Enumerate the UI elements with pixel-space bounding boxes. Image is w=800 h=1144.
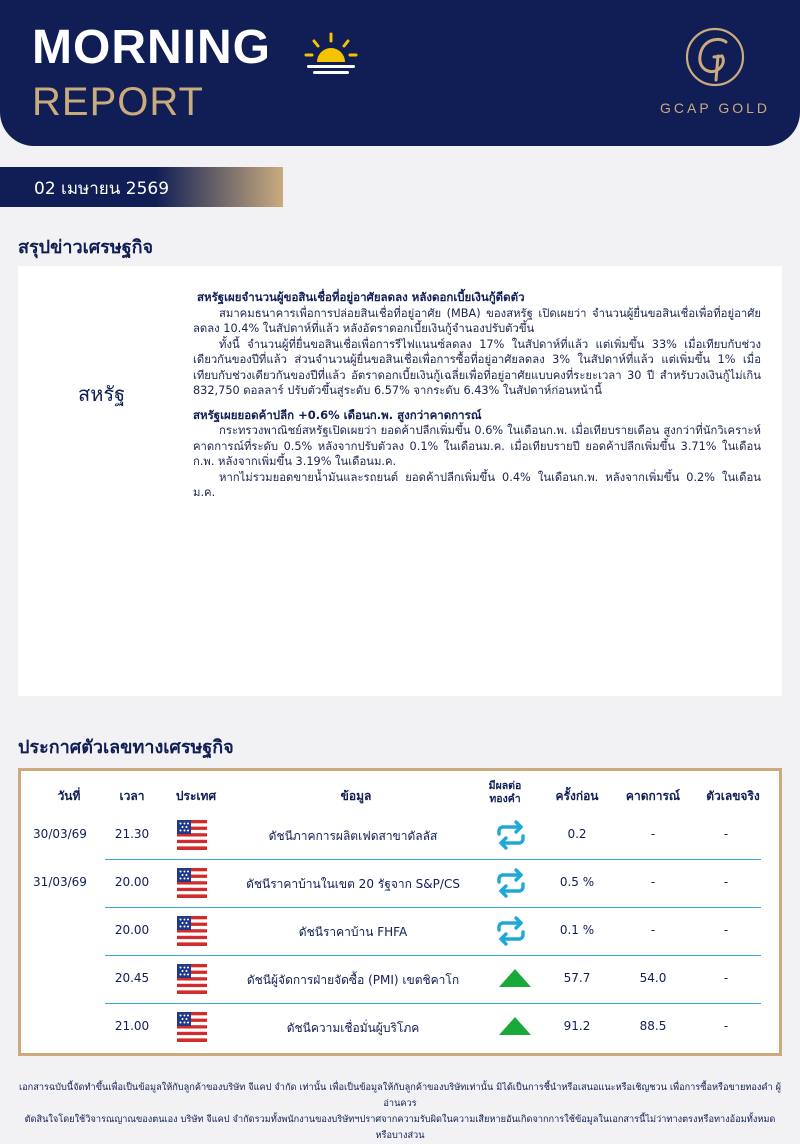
row-previous: 57.7 bbox=[563, 971, 591, 985]
row-divider bbox=[105, 955, 761, 956]
row-time: 20.00 bbox=[114, 875, 150, 889]
row-actual: - bbox=[723, 923, 729, 937]
row-divider bbox=[105, 1003, 761, 1004]
gcap-gold-logo bbox=[684, 26, 746, 88]
row-previous: 0.1 % bbox=[559, 923, 595, 937]
row-time: 20.00 bbox=[114, 923, 150, 937]
row-date: 31/03/69 bbox=[33, 875, 87, 889]
news-country-label: สหรัฐ bbox=[78, 382, 126, 406]
news-section-title: สรุปข่าวเศรษฐกิจ bbox=[18, 237, 154, 258]
us-flag-icon bbox=[177, 1012, 207, 1042]
row-time: 21.30 bbox=[114, 827, 150, 841]
row-divider bbox=[105, 907, 761, 908]
row-forecast: 88.5 bbox=[639, 1019, 667, 1033]
col-header-forecast: คาดการณ์ bbox=[625, 789, 681, 803]
row-info: ดัชนีราคาบ้านในเขต 20 รัฐจาก S&P/CS bbox=[246, 877, 460, 891]
news-item bbox=[193, 408, 761, 501]
col-header-info: ข้อมูล bbox=[340, 789, 372, 803]
report-header bbox=[0, 0, 800, 146]
row-info: ดัชนีภาคการผลิตเฟดสาขาดัลลัส bbox=[268, 829, 438, 843]
col-header-time: เวลา bbox=[119, 789, 145, 803]
row-previous: 0.5 % bbox=[559, 875, 595, 889]
up-triangle-icon bbox=[498, 968, 532, 988]
report-date: 02 เมษายน 2569 bbox=[34, 179, 170, 199]
row-actual: - bbox=[723, 1019, 729, 1033]
report-subtitle: REPORT bbox=[32, 80, 204, 124]
calendar-section-title: ประกาศตัวเลขทางเศรษฐกิจ bbox=[18, 737, 234, 758]
col-header-impact-line2: ทองคำ bbox=[489, 793, 521, 805]
neutral-cycle-icon bbox=[493, 916, 529, 946]
news-headline: สหรัฐเผยยอดค้าปลีก +0.6% เดือนก.พ. สูงกว่าคาดการณ์ bbox=[193, 407, 482, 422]
row-previous: 0.2 bbox=[567, 827, 587, 841]
news-paragraph: สมาคมธนาคารเพื่อการปล่อยสินเชื่อที่อยู่อาศัย (MBA) ของสหรัฐ เปิดเผยว่า จำนวนผู้ยื่นขอสินเชื่อเพื่อที่อยู่อาศัยลดลง 10.4% ในสัปดาห์ที่แล้ว หลังอัตราดอกเบี้ยเงินกู้จำนองปรับตัวขึ้น bbox=[193, 306, 761, 335]
economic-calendar-table bbox=[18, 768, 782, 1056]
row-info: ดัชนีความเชื่อมั่นผู้บริโภค bbox=[286, 1021, 420, 1035]
date-banner bbox=[0, 167, 283, 207]
news-paragraph: หากไม่รวมยอดขายน้ำมันและรถยนต์ ยอดค้าปลีกเพิ่มขึ้น 0.4% ในเดือนก.พ. หลังจากเพิ่มขึ้น 0.2% ในเดือนม.ค. bbox=[193, 470, 761, 499]
up-triangle-icon bbox=[498, 1016, 532, 1036]
col-header-impact bbox=[477, 780, 533, 806]
news-panel bbox=[18, 266, 782, 696]
row-previous: 91.2 bbox=[563, 1019, 591, 1033]
row-info: ดัชนีราคาบ้าน FHFA bbox=[298, 925, 408, 939]
row-forecast: - bbox=[650, 923, 656, 937]
sun-icon bbox=[304, 32, 358, 76]
disclaimer bbox=[18, 1080, 782, 1144]
row-divider bbox=[105, 859, 761, 860]
us-flag-icon bbox=[177, 820, 207, 850]
row-time: 20.45 bbox=[114, 971, 150, 985]
us-flag-icon bbox=[177, 868, 207, 898]
row-info: ดัชนีผู้จัดการฝ่ายจัดซื้อ (PMI) เขตชิคาโก bbox=[246, 973, 460, 987]
row-time: 21.00 bbox=[114, 1019, 150, 1033]
col-header-previous: ครั้งก่อน bbox=[555, 789, 599, 803]
col-header-impact-line1: มีผลต่อ bbox=[488, 780, 522, 792]
row-actual: - bbox=[723, 827, 729, 841]
col-header-actual: ตัวเลขจริง bbox=[706, 789, 760, 803]
news-paragraph: กระทรวงพาณิชย์สหรัฐเปิดเผยว่า ยอดค้าปลีกเพิ่มขึ้น 0.6% ในเดือนก.พ. เมื่อเทียบรายเดือน สูงกว่าที่นักวิเคราะห์คาดการณ์ที่ระดับ 0.5% หลังจากปรับตัวลง 0.1% ในเดือนม.ค. เมื่อเทียบรายปี ยอดค้าปลีกเพิ่มขึ้น 3.71% ในเดือนก.พ. หลังจากเพิ่มขึ้น 3.19% ในเดือนม.ค. bbox=[193, 424, 761, 468]
row-date: 30/03/69 bbox=[33, 827, 87, 841]
row-actual: - bbox=[723, 971, 729, 985]
neutral-cycle-icon bbox=[493, 868, 529, 898]
row-forecast: 54.0 bbox=[639, 971, 667, 985]
col-header-country: ประเทศ bbox=[175, 789, 217, 803]
news-headline: สหรัฐเผยจำนวนผู้ขอสินเชื่อที่อยู่อาศัยลดลง หลังดอกเบี้ยเงินกู้ดีดตัว bbox=[197, 290, 525, 304]
report-title: MORNING bbox=[32, 21, 271, 74]
us-flag-icon bbox=[177, 964, 207, 994]
col-header-date: วันที่ bbox=[57, 789, 81, 803]
news-list bbox=[193, 290, 761, 510]
brand-name: GCAP GOLD bbox=[660, 100, 770, 116]
us-flag-icon bbox=[177, 916, 207, 946]
row-actual: - bbox=[723, 875, 729, 889]
disclaimer-line: ตัดสินใจโดยใช้วิจารณญาณของตนเอง บริษัท จีแคป จำกัดรวมทั้งพนักงานของบริษัทฯปราศจากความรับผิดในความเสียหายอันเกิดจากการใช้ข้อมูลในเอกสารนี้ไม่ว่าทางตรงหรือทางอ้อมทั้งหมด หรือบางส่วน bbox=[24, 1114, 776, 1141]
neutral-cycle-icon bbox=[493, 820, 529, 850]
disclaimer-line: เอกสารฉบับนี้จัดทำขึ้นเพื่อเป็นข้อมูลให้กับลูกค้าของบริษัท จีแคป จำกัด เท่านั้น เพื่อเป็นข้อมูลให้กับลูกค้าของบริษัทเท่านั้น มิได้เป็นการชี้นำหรือเสนอแนะหรือเชิญชวน เพื่อการซื้อหรือขายทองคำ ผู้อ่านควร bbox=[19, 1082, 781, 1109]
row-forecast: - bbox=[650, 875, 656, 889]
news-item bbox=[193, 290, 761, 399]
row-forecast: - bbox=[650, 827, 656, 841]
news-paragraph: ทั้งนี้ จำนวนผู้ที่ยื่นขอสินเชื่อเพื่อการรีไฟแนนซ์ลดลง 17% ในสัปดาห์ที่แล้ว แต่เพิ่มขึ้น 33% เมื่อเทียบกับช่วงเดียวกันของปีที่แล้ว ส่วนจำนวนผู้ยื่นขอสินเชื่อเพื่อการซื้อที่อยู่อาศัยลดลง 3% ในสัปดาห์ที่แล้ว แต่เพิ่มขึ้น 1% เมื่อเทียบกับช่วงเดียวกันของปีที่แล้ว อัตราดอกเบี้ยเงินกู้เฉลี่ยเพื่อที่อยู่อาศัยแบบคงที่ระยะเวลา 30 ปี สำหรับวงเงินกู้ไม่เกิน 832,750 ดอลลาร์ ปรับตัวขึ้นสู่ระดับ 6.57% จากระดับ 6.43% ในสัปดาห์ก่อนหน้านี้ bbox=[193, 337, 761, 397]
